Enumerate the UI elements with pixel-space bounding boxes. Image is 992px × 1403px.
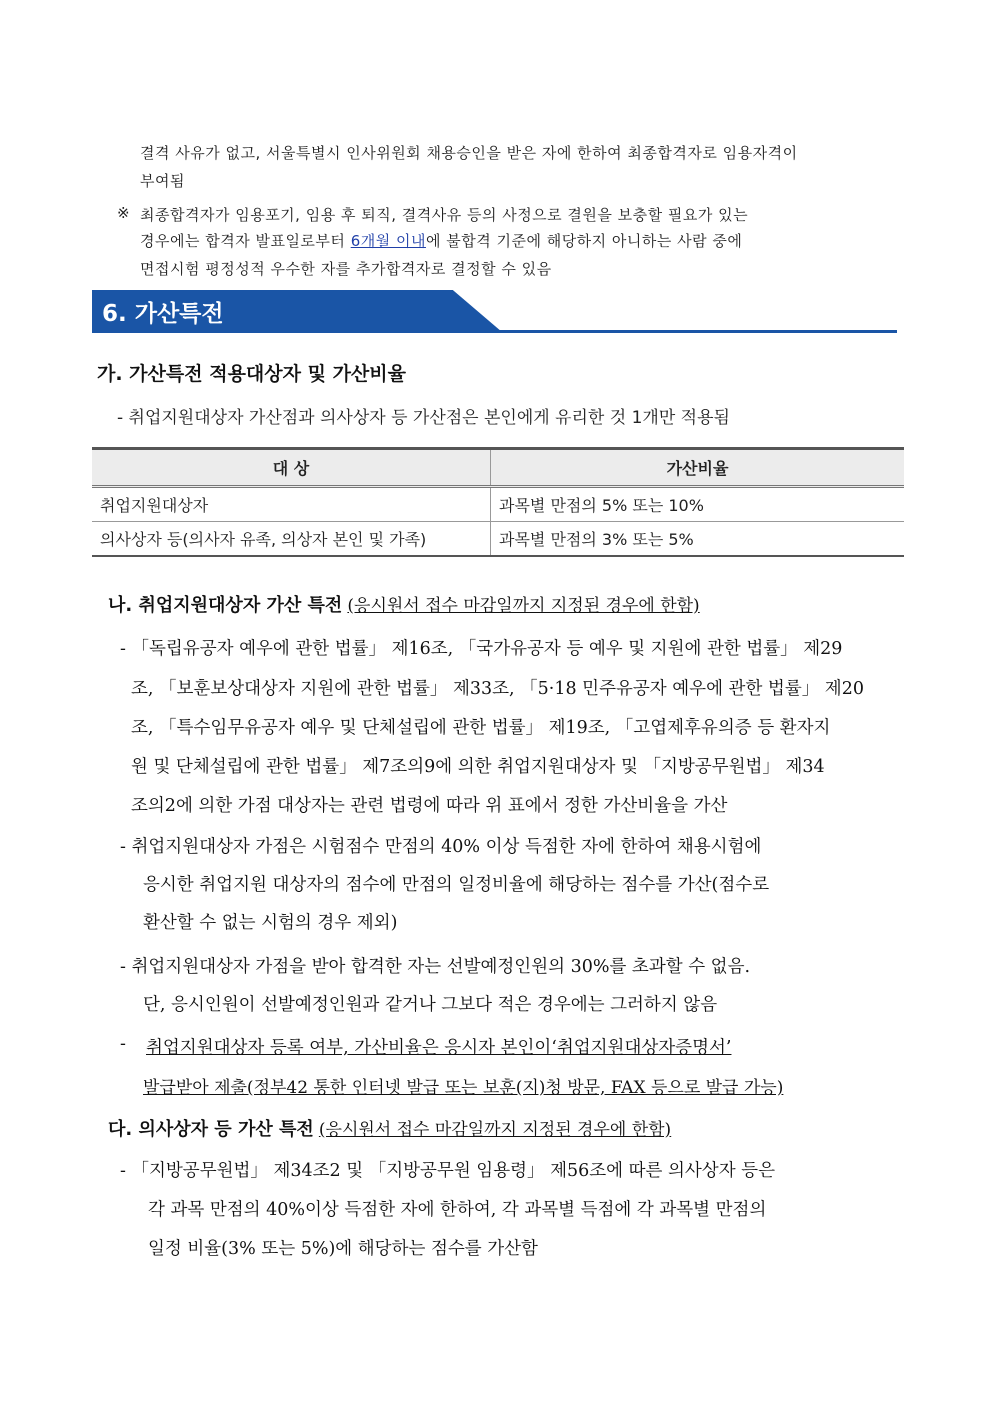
table-header-cell: 가산비율 [491, 449, 905, 487]
section-header-rule [92, 330, 897, 333]
subsection-note: (응시원서 접수 마감일까지 지정된 경우에 한함) [347, 596, 700, 616]
paragraph-dash: - [120, 1034, 126, 1054]
paragraph-line: 환산할 수 없는 시험의 경우 제외) [143, 913, 398, 933]
paragraph-line: 조, 「보훈보상대상자 지원에 관한 법률」 제33조, 「5·18 민주유공자 예우에 관한 법률」 제20 [131, 679, 864, 699]
table-row [92, 522, 904, 557]
paragraph-line: - 취업지원대상자 가점을 받아 합격한 자는 선발예정인원의 30%를 초과할 수 없음. [120, 957, 751, 977]
table-row [92, 487, 904, 522]
paragraph-line: - 취업지원대상자 가점은 시험점수 만점의 40% 이상 득점한 자에 한하여 채용시험에 [120, 837, 762, 857]
subsection-title: 나. 취업지원대상자 가산 특전 [108, 595, 343, 616]
paragraph-line: 취업지원대상자 등록 여부, 가산비율은 응시자 본인이‘취업지원대상자증명서’ [146, 1038, 732, 1058]
paragraph-line: - 「독립유공자 예우에 관한 법률」 제16조, 「국가유공자 등 예우 및 지원에 관한 법률」 제29 [120, 639, 843, 659]
note-text-segment: 에 불합격 기준에 해당하지 아니하는 사람 중에 [425, 232, 743, 250]
table-cell: 취업지원대상자 [92, 487, 491, 522]
table-cell: 과목별 만점의 3% 또는 5% [491, 522, 905, 557]
bonus-rate-table [92, 447, 904, 557]
paragraph-line: 단, 응시인원이 선발예정인원과 같거나 그보다 적은 경우에는 그러하지 않음 [143, 995, 718, 1015]
subsection-heading [108, 591, 700, 617]
table-cell: 의사상자 등(의사자 유족, 의상자 본인 및 가족) [92, 522, 491, 557]
note-text-segment: 경우에는 합격자 발표일로부터 [140, 232, 351, 250]
section-title: 6. 가산특전 [102, 301, 224, 327]
note-text-line: 부여됨 [140, 172, 185, 190]
subsection-heading: 가. 가산특전 적용대상자 및 가산비율 [97, 363, 406, 385]
paragraph-line: - 「지방공무원법」 제34조2 및 「지방공무원 임용령」 제56조에 따른 의사상자 등은 [120, 1161, 775, 1181]
paragraph-line: 각 과목 만점의 40%이상 득점한 자에 한하여, 각 과목별 득점에 각 과목별 만점의 [148, 1200, 767, 1220]
note-mark: ※ [117, 204, 131, 222]
table-header-row [92, 449, 904, 487]
table-header-cell: 대 상 [92, 449, 491, 487]
paragraph-line: 일정 비율(3% 또는 5%)에 해당하는 점수를 가산함 [148, 1239, 538, 1259]
bullet-text: - 취업지원대상자 가산점과 의사상자 등 가산점은 본인에게 유리한 것 1개만 적용됨 [117, 408, 730, 428]
subsection-heading [108, 1115, 671, 1141]
highlight-period: 6개월 이내 [350, 232, 426, 250]
paragraph-line: 원 및 단체설립에 관한 법률」 제7조의9에 의한 취업지원대상자 및 「지방공무원법」 제34 [131, 757, 825, 777]
paragraph-line: 응시한 취업지원 대상자의 점수에 만점의 일정비율에 해당하는 점수를 가산(점수로 [143, 875, 770, 895]
note-text-line: 면접시험 평정성적 우수한 자를 추가합격자로 결정할 수 있음 [140, 260, 552, 278]
note-text-line [140, 230, 742, 251]
note-text-line: 최종합격자가 임용포기, 임용 후 퇴직, 결격사유 등의 사정으로 결원을 보충할 필요가 있는 [140, 206, 749, 224]
paragraph-line: 발급받아 제출(정부42 통한 인터넷 발급 또는 보훈(지)청 방문, FAX 등으로 발급 가능) [143, 1078, 784, 1098]
subsection-title: 다. 의사상자 등 가산 특전 [108, 1119, 314, 1140]
note-text-line: 결격 사유가 없고, 서울특별시 인사위원회 채용승인을 받은 자에 한하여 최종합격자로 임용자격이 [140, 144, 798, 162]
table-cell: 과목별 만점의 5% 또는 10% [491, 487, 905, 522]
paragraph-line: 조, 「특수임무유공자 예우 및 단체설립에 관한 법률」 제19조, 「고엽제후유의증 등 환자지 [131, 718, 831, 738]
paragraph-line: 조의2에 의한 가점 대상자는 관련 법령에 따라 위 표에서 정한 가산비율을 가산 [131, 796, 728, 816]
subsection-note: (응시원서 접수 마감일까지 지정된 경우에 한함) [318, 1120, 672, 1140]
